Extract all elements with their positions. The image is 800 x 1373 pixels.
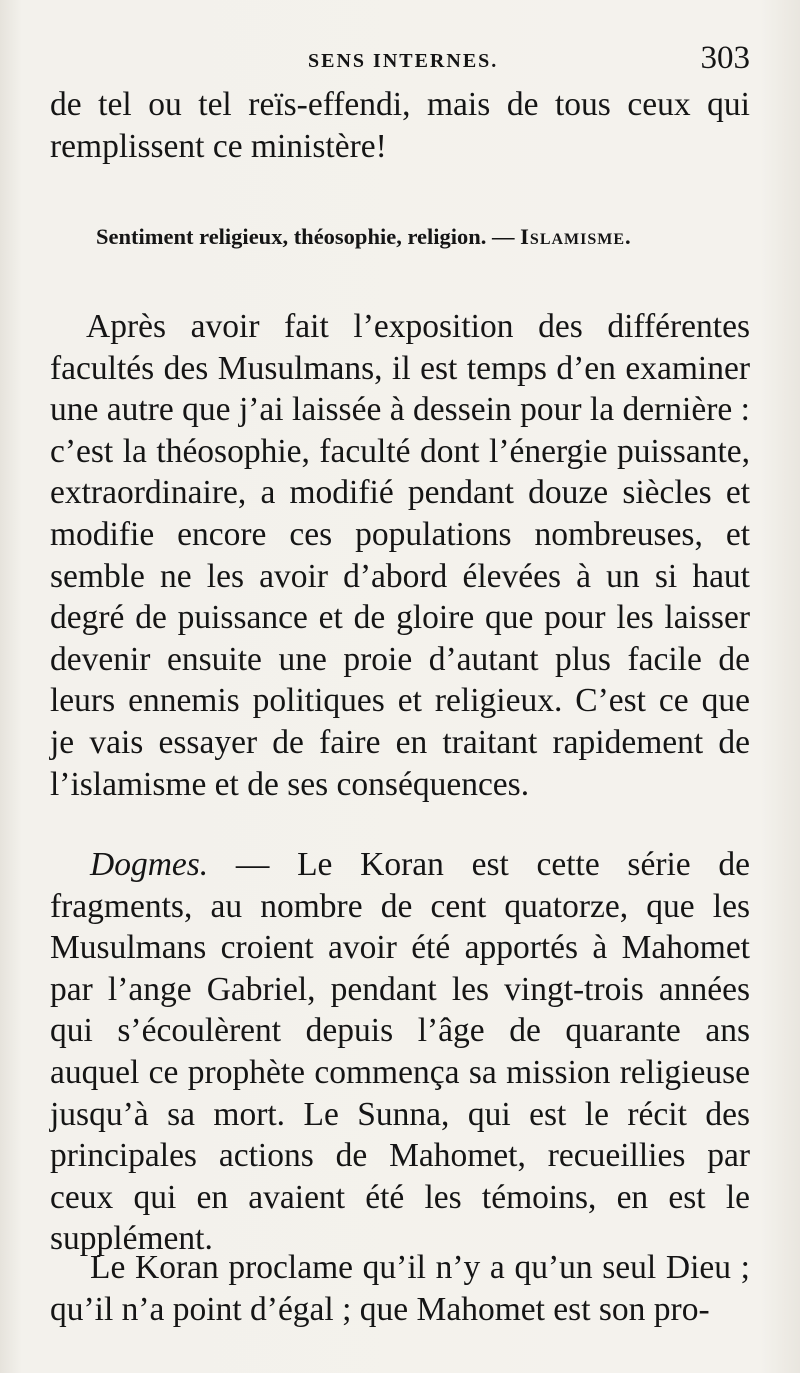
paragraph-continuation [50, 84, 750, 167]
paragraph-text: de tel ou tel reïs-effendi, mais de tous ceux qui remplissent ce ministère! [50, 86, 750, 165]
paragraph-koran [50, 1247, 750, 1330]
paragraph-text: Le Koran proclame qu’il n’y a qu’un seul Dieu ; qu’il n’a point d’égal ; que Mahomet est son pro- [50, 1249, 750, 1328]
page-number: 303 [700, 40, 750, 76]
running-title: SENS INTERNES. [308, 50, 499, 72]
section-heading [96, 224, 632, 250]
section-heading-main: Sentiment religieux, théosophie, religion. — [96, 224, 521, 249]
paragraph-body: — Le Koran est cette série de fragments, au nombre de cent quatorze, que les Musulmans croient avoir été apportés à Mahomet par l’ange Gabriel, pendant les vingt-trois années qui s’écoulèrent depuis l’âge de quarante ans auquel ce prophète commença sa mission religieuse jusqu’à sa mort. Le Sunna, qui est le récit des principales actions de Mahomet, recueillies par ceux qui en avaient été les témoins, en est le supplément. [50, 846, 750, 1258]
paragraph-text: Après avoir fait l’exposition des différentes facultés des Musulmans, il est temps d’en examiner une autre que j’ai laissée à dessein pour la dernière : c’est la théosophie, faculté dont l’énergie puissante, extraordinaire, a modifié pendant douze siècles et modifie encore ces populations nombreuses, et semble ne les avoir d’abord élevées à un si haut degré de puissance et de gloire que pour les laisser devenir ensuite une proie d’autant plus facile de leurs ennemis politiques et religieux. C’est ce que je vais essayer de faire en traitant rapidement de l’islamisme et de ses conséquences. [50, 308, 750, 803]
running-head [50, 40, 750, 84]
paragraph-text [50, 844, 750, 1260]
section-heading-smallcaps: Islamisme. [520, 224, 632, 249]
paragraph-lead-italic: Dogmes. [90, 846, 209, 883]
paragraph-dogmes [50, 844, 750, 1260]
paragraph-theosophie [50, 306, 750, 805]
